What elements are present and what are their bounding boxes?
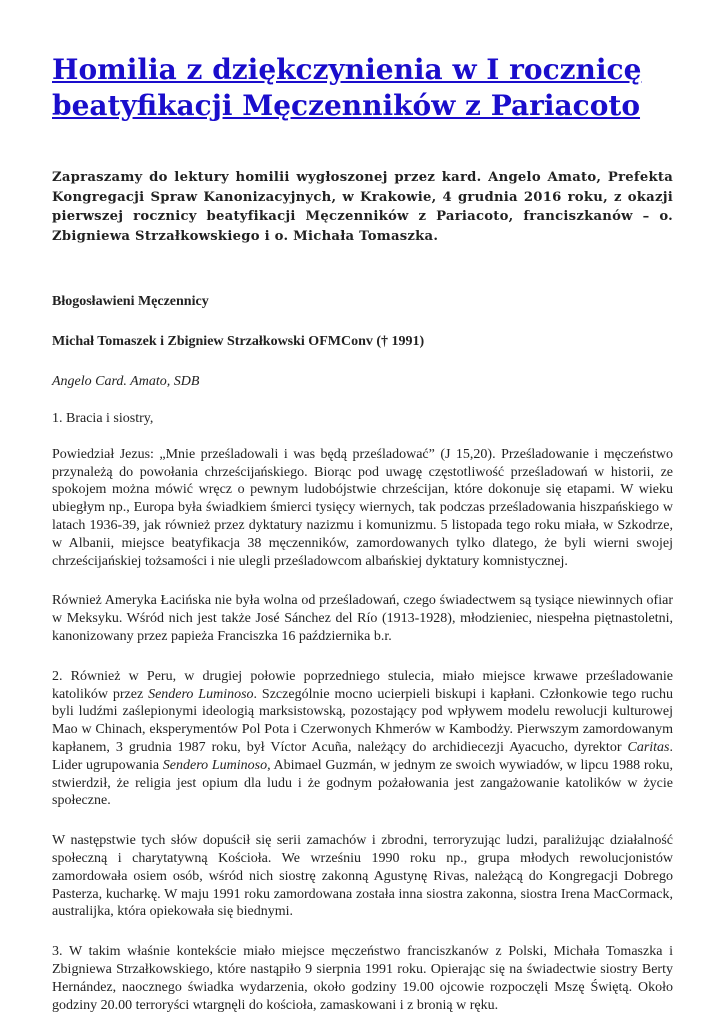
author-line: Angelo Card. Amato, SDB: [52, 374, 200, 389]
paragraph-4-text-d: , Abimael Guzmán, w jednym ze swoich wywiadów, w lipcu 1988 roku, stwierdził, że religia jest opium dla ludu i że godnym pożałowania jest zangażowanie katolików w życie społeczne.: [52, 757, 673, 809]
article-title: [52, 52, 673, 124]
lead-paragraph: Zapraszamy do lektury homilii wygłoszonej przez kard. Angelo Amato, Prefekta Kongregacji Spraw Kanonizacyjnych, w Krakowie, 4 grudnia 2016 roku, z okazji pierwszej rocznicy beatyfikacji Męczenników z Pariacoto, franciszkanów – o. Zbigniewa Strzałkowskiego i o. Michała Tomaszka.: [52, 170, 673, 244]
paragraph-3: Również Ameryka Łacińska nie była wolna od prześladowań, czego świadectwem są tysiące niewinnych ofiar w Meksyku. Wśród nich jest także José Sánchez del Río (1913-1928), młodzieniec, niespełna piętnastoletni, kanonizowany przez papieża Franciszka 16 października b.r.: [52, 593, 673, 644]
paragraph-4-text-c: . Lider ugrupowania: [52, 739, 673, 773]
section-heading: Błogosławieni Męczennicy: [52, 294, 209, 309]
paragraph-4: [52, 668, 673, 810]
paragraph-4-italic-2: Caritas: [627, 739, 670, 755]
paragraph-4-text-b: . Szczególnie mocno ucierpieli biskupi i kapłani. Członkowie tego ruchu byli ludźmi zaślepionymi ideologią marksistowską, pozostający pod wpływem modelu rewolucji kulturowej Mao w Chinach, eksperymentów Pol Pota i Czerwonych Khmerów w Kambodży. Pierwszym zamordowanym kapłanem, 3 grudnia 1987 roku, był Víctor Acuña, należący do archidiecezji Ayacucho, dyrektor: [52, 686, 674, 755]
paragraph-2: Powiedział Jezus: „Mnie prześladowali i was będą prześladować” (J 15,20). Prześladowanie i męczeństwo przynależą do powołania chrześcijańskiego. Biorąc pod uwagę częstotliwość prześladowań w historii, ze spokojem można mówić wręcz o pewnym ludobójstwie chrześcijan, które dokonuje się etapami. W wieku ubiegłym np., Europa była świadkiem śmierci tysięcy wiernych, tak podczas prześladowania hiszpańskiego w latach 1936-39, jak również przez dyktatury nazizmu i komunizmu. 5 listopada tego roku miała, w Szkodrze, w Albanii, miejsce beatyfikacja 38 męczenników, zamordowanych tylko dlatego, że byli wierni swojej chrześcijańskiej tożsamości i nie ulegli prześladowcom albańskiej dyktatury komnistycznej.: [52, 446, 673, 569]
paragraph-1: 1. Bracia i siostry,: [52, 411, 154, 426]
paragraph-4-italic-1: Sendero Luminoso: [148, 686, 254, 702]
paragraph-4-italic-3: Sendero Luminoso: [162, 757, 268, 773]
subsection-heading: Michał Tomaszek i Zbigniew Strzałkowski OFMConv († 1991): [52, 334, 425, 349]
paragraph-4-text-a: 2. Również w Peru, w drugiej połowie poprzedniego stulecia, miało miejsce krwawe prześladowanie katolików przez: [52, 668, 673, 702]
article-title-link[interactable]: Homilia z dziękczynienia w I rocznicę beatyfikacji Męczenników z Pariacoto: [52, 53, 642, 122]
paragraph-6: 3. W takim właśnie kontekście miało miejsce męczeństwo franciszkanów z Polski, Michała Tomaszka i Zbigniewa Strzałkowskiego, które nastąpiło 9 sierpnia 1991 roku. Opierając się na świadectwie siostry Berty Hernández, naocznego świadka wydarzenia, około godziny 19.00 ojcowie rozpoczęli Mszę Świętą. Około godziny 20.00 terroryści wtargnęli do kościoła, zamaskowani i z bronią w ręku.: [52, 944, 673, 1013]
paragraph-5: W następstwie tych słów dopuścił się serii zamachów i zbrodni, terroryzując ludzi, paraliżując działalność społeczną i charytatywną Kościoła. We wrześniu 1990 roku np., grupa młodych rewolucjonistów zamordowała osiem osób, wśród nich siostrę zakonną Agustynę Rivas, należącą do Kongregacji Dobrego Pasterza, kucharkę. W maju 1991 roku zamordowana została inna siostra zakonna, siostra Irena MacCormack, australijka, która opiekowała się biednymi.: [52, 833, 673, 920]
